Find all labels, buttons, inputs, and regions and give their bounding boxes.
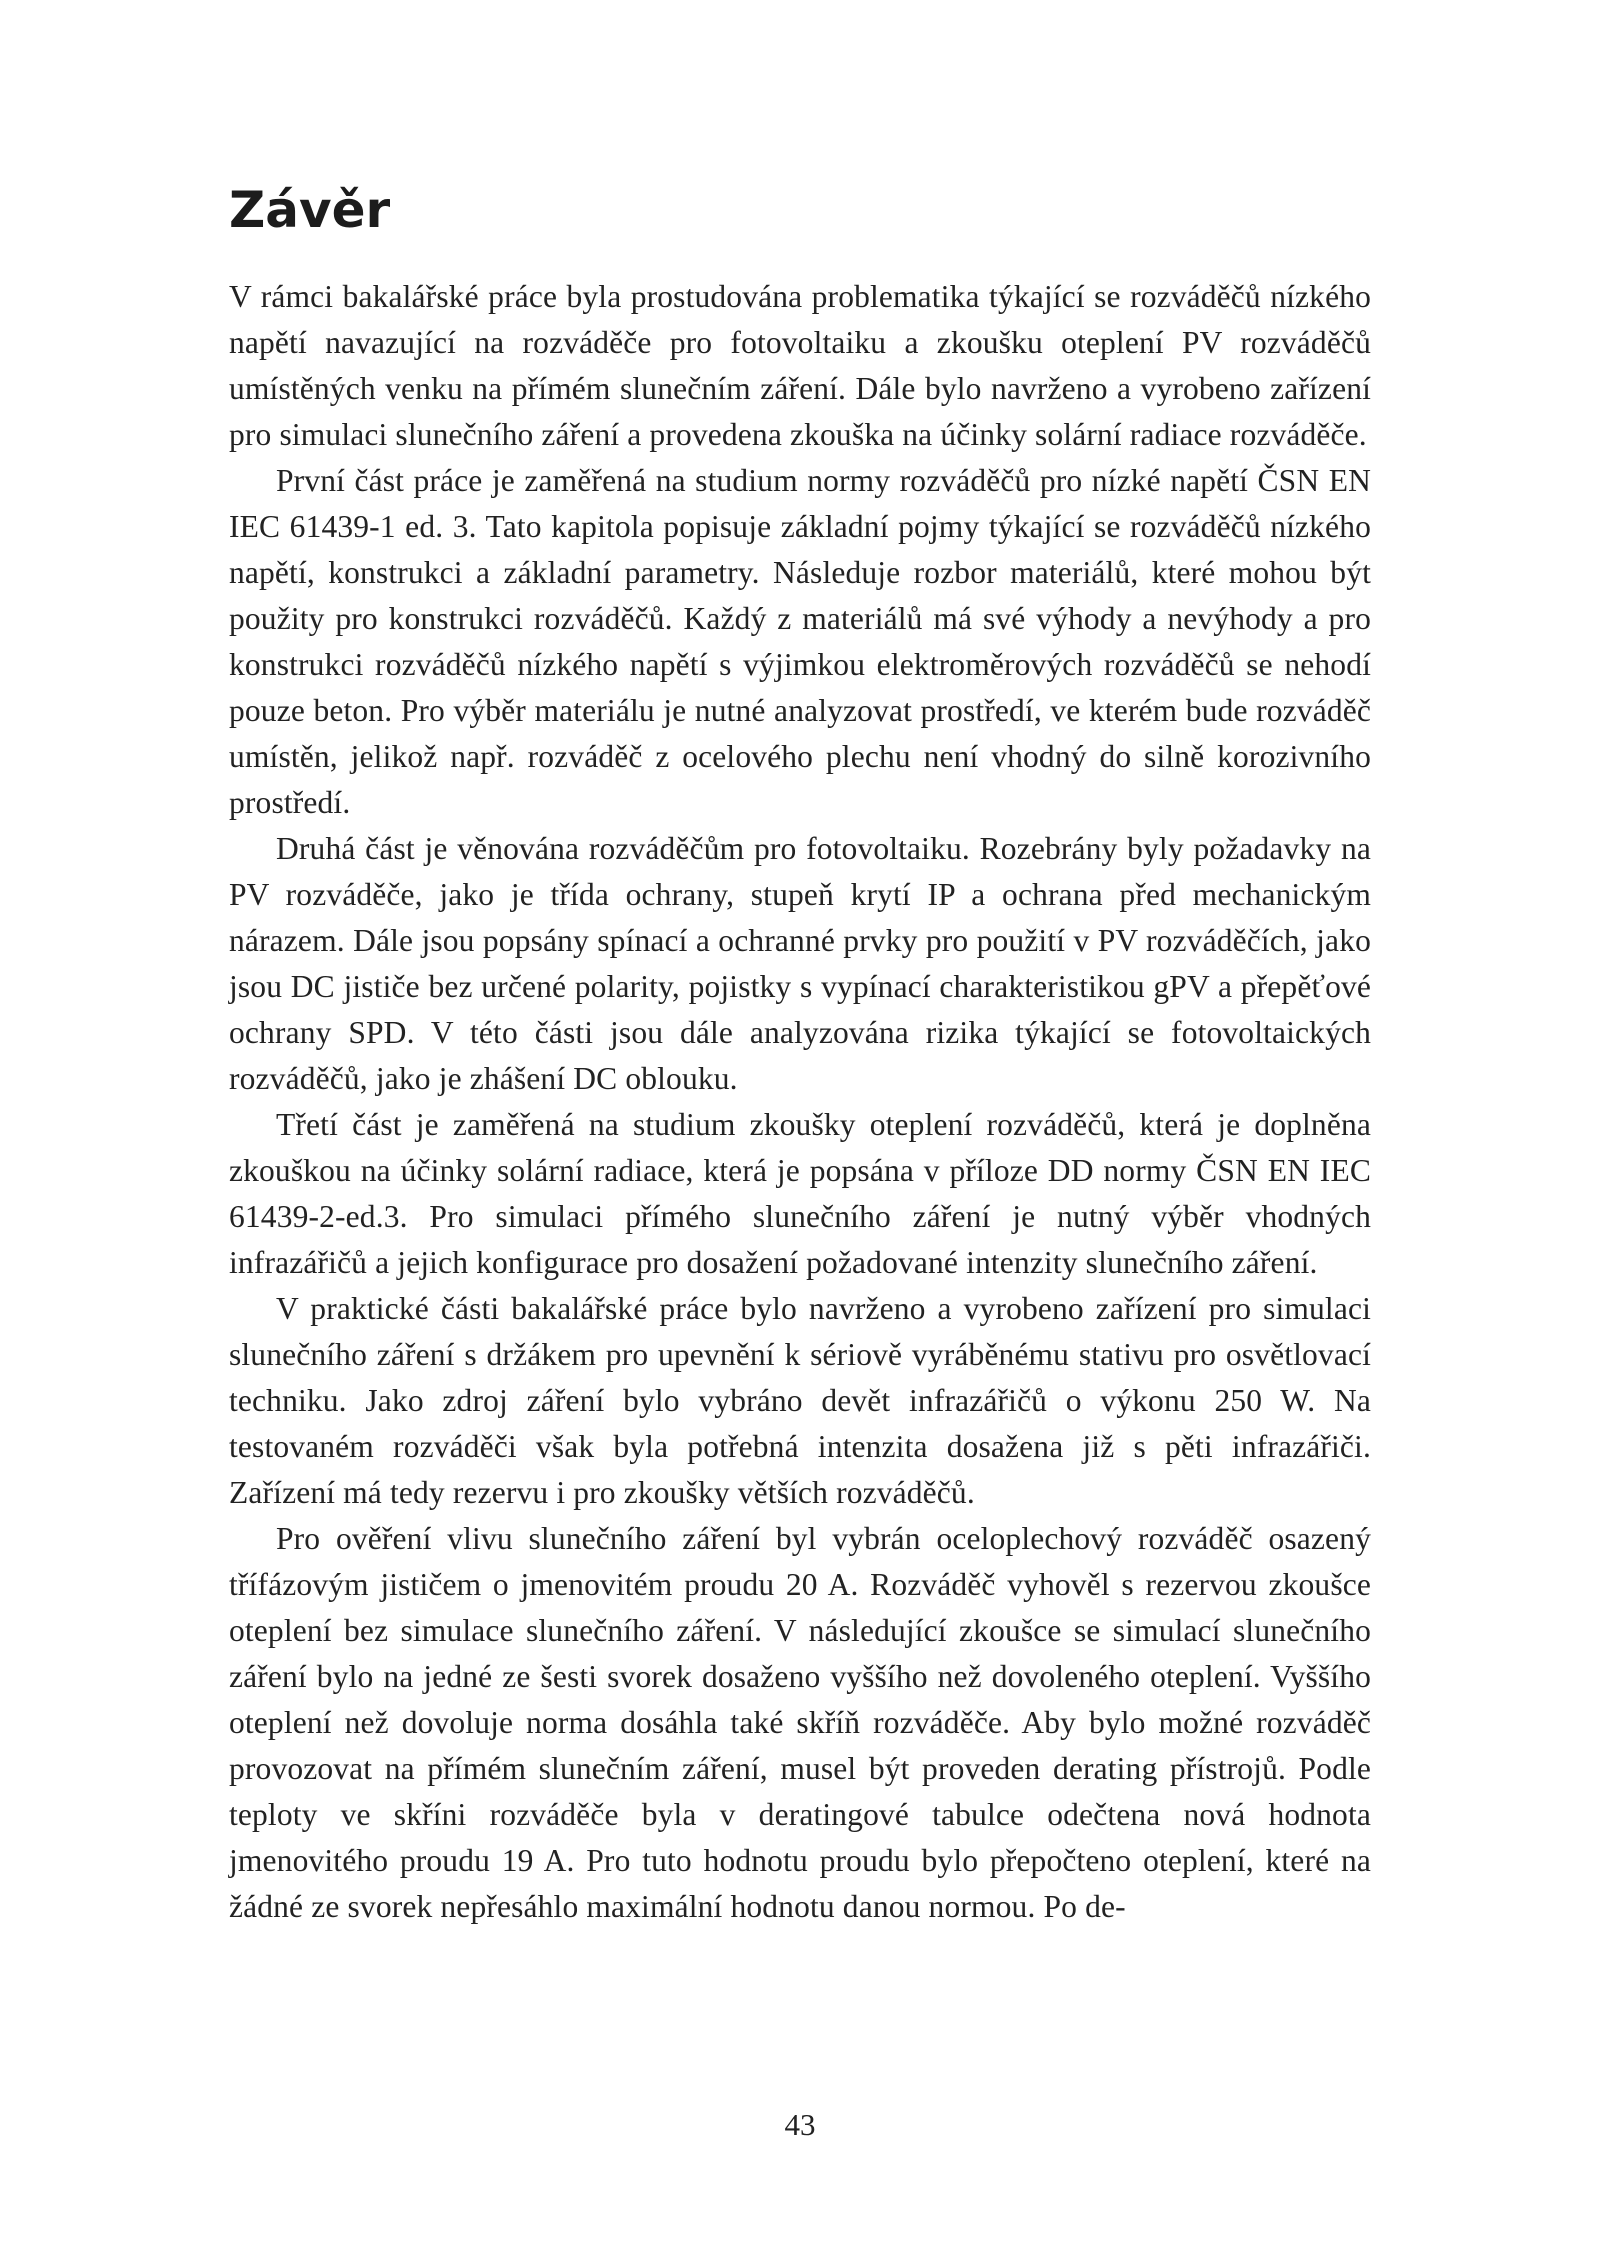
chapter-heading: Závěr [229, 181, 391, 239]
paragraph: Druhá část je věnována rozváděčům pro fotovoltaiku. Rozebrány byly požadavky na PV rozváděče, jako je třída ochrany, stupeň krytí IP a ochrana před mechanickým nárazem. Dále jsou popsány spínací a ochranné prvky pro použití v PV rozváděčích, jako jsou DC jističe bez určené polarity, pojistky s vypínací charakteristikou gPV a přepěťové ochrany SPD. V této části jsou dále analyzována rizika týkající se fotovoltaických rozváděčů, jako je zhášení DC oblouku. [229, 831, 1371, 1096]
paragraph: V rámci bakalářské práce byla prostudována problematika týkající se rozváděčů nízkého napětí navazující na rozváděče pro fotovoltaiku a zkoušku oteplení PV rozváděčů umístěných venku na přímém slunečním záření. Dále bylo navrženo a vyrobeno zařízení pro simulaci slunečního záření a provedena zkouška na účinky solární radiace rozváděče. [229, 279, 1371, 452]
paragraph: První část práce je zaměřená na studium normy rozváděčů pro nízké napětí ČSN EN IEC 61439-1 ed. 3. Tato kapitola popisuje základní pojmy týkající se rozváděčů nízkého napětí, konstrukci a základní parametry. Následuje rozbor materiálů, které mohou být použity pro konstrukci rozváděčů. Každý z materiálů má své výhody a nevýhody a pro konstrukci rozváděčů nízkého napětí s výjimkou elektroměrových rozváděčů se nehodí pouze beton. Pro výběr materiálu je nutné analyzovat prostředí, ve kterém bude rozváděč umístěn, jelikož např. rozváděč z ocelového plechu není vhodný do silně korozivního prostředí. [229, 463, 1371, 820]
paragraph: Pro ověření vlivu slunečního záření byl vybrán oceloplechový rozváděč osazený třífázovým jističem o jmenovitém proudu 20 A. Rozváděč vyhověl s rezervou zkoušce oteplení bez simulace slunečního záření. V následující zkoušce se simulací slunečního záření bylo na jedné ze šesti svorek dosaženo vyššího než dovoleného oteplení. Vyššího oteplení než dovoluje norma dosáhla také skříň rozváděče. Aby bylo možné rozváděč provozovat na přímém slunečním záření, musel být proveden derating přístrojů. Podle teploty ve skříni rozváděče byla v deratingové tabulce odečtena nová hodnota jmenovitého proudu 19 A. Pro tuto hodnotu proudu bylo přepočteno oteplení, které na žádné ze svorek nepřesáhlo maximální hodnotu danou normou. Po de- [229, 1521, 1371, 1924]
page-number: 43 [784, 2107, 816, 2142]
paragraph: V praktické části bakalářské práce bylo navrženo a vyrobeno zařízení pro simulaci slunečního záření s držákem pro upevnění k sériově vyráběnému stativu pro osvětlovací techniku. Jako zdroj záření bylo vybráno devět infrazářičů o výkonu 250 W. Na testovaném rozváděči však byla potřebná intenzita dosažena již s pěti infrazářiči. Zařízení má tedy rezervu i pro zkoušky větších rozváděčů. [229, 1291, 1371, 1510]
chapter-body [229, 274, 1371, 1930]
paragraph: Třetí část je zaměřená na studium zkoušky oteplení rozváděčů, která je doplněna zkouškou na účinky solární radiace, která je popsána v příloze DD normy ČSN EN IEC 61439-2-ed.3. Pro simulaci přímého slunečního záření je nutný výběr vhodných infrazářičů a jejich konfigurace pro dosažení požadované intenzity slunečního záření. [229, 1107, 1371, 1280]
